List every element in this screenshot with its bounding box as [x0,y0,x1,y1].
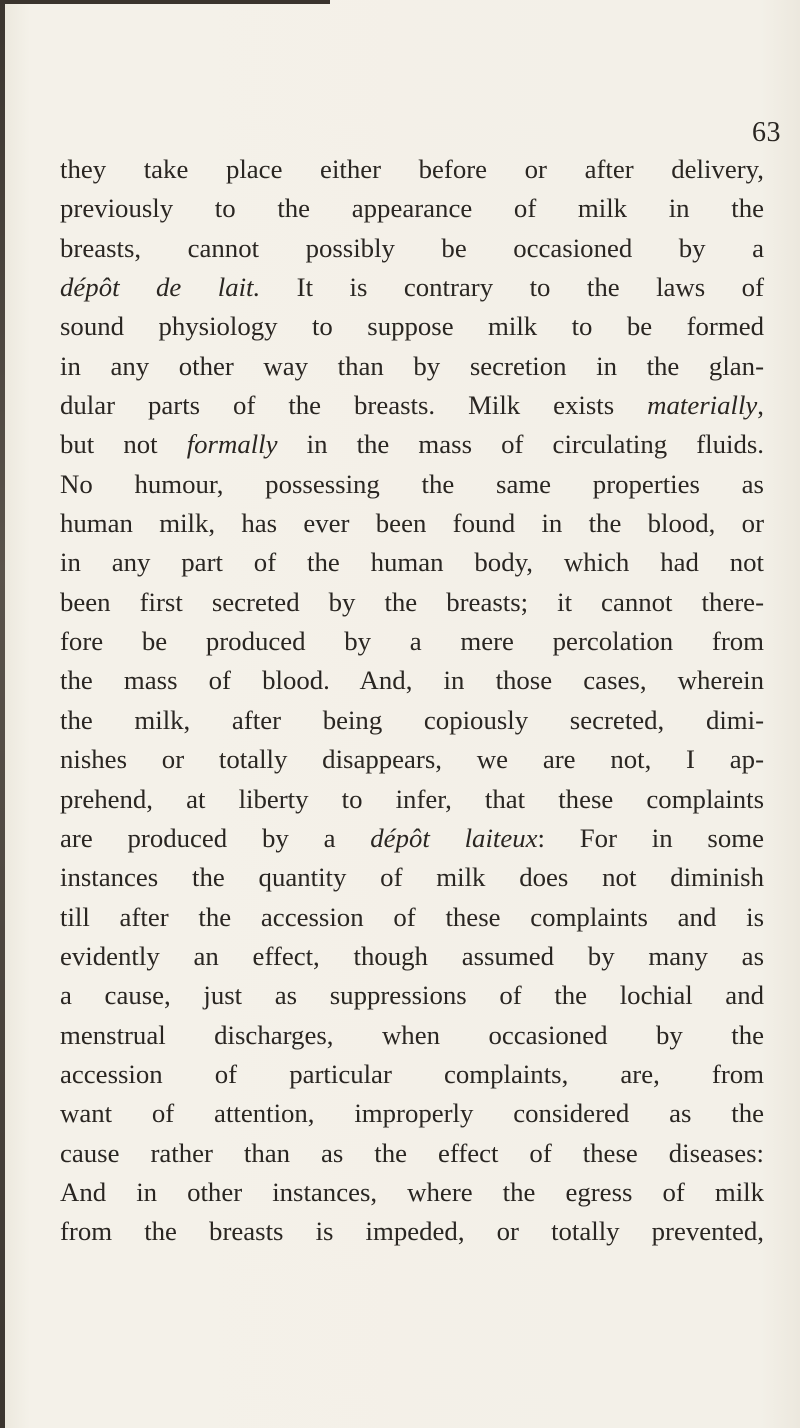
text-line: but not formally in the mass of circulating fluids. [60,429,764,460]
text-line: evidently an effect, though assumed by many as [60,940,764,971]
text-line: want of attention, improperly considered as the [60,1098,764,1129]
text-line: instances the quantity of milk does not diminish [60,862,764,893]
text-line: till after the accession of these complaints and is [60,901,764,932]
text-line: been first secreted by the breasts; it cannot there- [60,586,764,617]
italic-phrase: dépôt laiteux [370,822,538,853]
text-line: dular parts of the breasts. Milk exists materially, [60,390,764,421]
text-line: in any other way than by secretion in the glan- [60,350,764,381]
text-line: dépôt de lait. It is contrary to the laws of [60,272,764,303]
italic-word: formally [186,429,278,460]
text-line: a cause, just as suppressions of the lochial and [60,980,764,1011]
text-line: the milk, after being copiously secreted, dimi- [60,704,764,735]
binding-edge [0,0,5,1428]
text-line: fore be produced by a mere percolation from [60,626,764,657]
italic-phrase: dépôt de lait. [60,272,261,303]
text-line: are produced by a dépôt laiteux: For in some [60,822,764,853]
top-edge-shadow [0,0,330,4]
page-number: 63 [752,117,781,148]
body-text [60,150,764,1252]
text-line: sound physiology to suppose milk to be formed [60,311,764,342]
text-line: accession of particular complaints, are, from [60,1058,764,1089]
text-line: nishes or totally disappears, we are not, I ap- [60,744,764,775]
text-line: cause rather than as the effect of these diseases: [60,1137,764,1168]
text-line: from the breasts is impeded, or totally prevented, [60,1216,764,1247]
text-line: breasts, cannot possibly be occasioned by a [60,232,764,263]
text-line: prehend, at liberty to infer, that these complaints [60,783,764,814]
text-line: menstrual discharges, when occasioned by the [60,1019,764,1050]
text-line: they take place either before or after delivery, [60,154,764,184]
text-line: the mass of blood. And, in those cases, wherein [60,665,764,696]
text-line: human milk, has ever been found in the blood, or [60,508,764,539]
text-line: in any part of the human body, which had not [60,547,764,578]
text-line: No humour, possessing the same properties as [60,468,764,499]
italic-word: materially [647,390,758,421]
text-line: And in other instances, where the egress of milk [60,1176,764,1207]
text-line: previously to the appearance of milk in the [60,193,764,224]
